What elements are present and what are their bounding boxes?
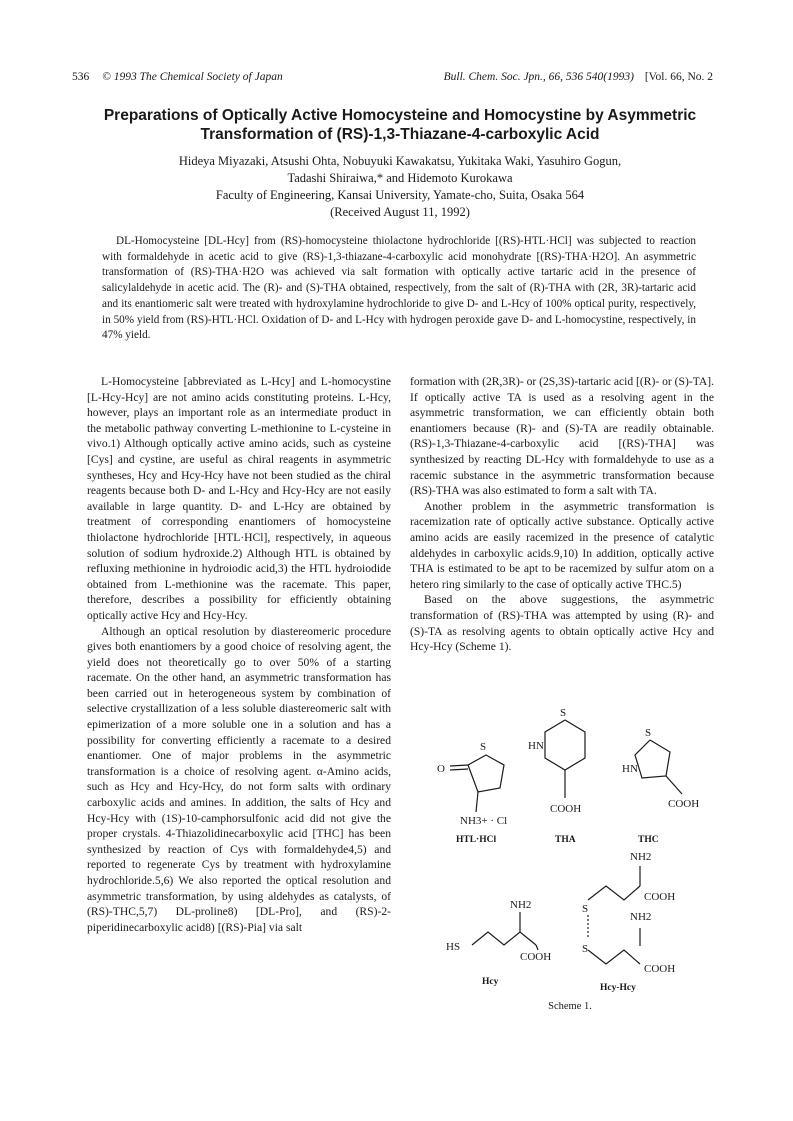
abstract: DL-Homocysteine [DL-Hcy] from (RS)-homocysteine thiolactone hydrochloride [(RS)-HTL·HCl] was subjected to reaction with formaldehyde in acetic acid to give (RS)-1,3-thiazane-4-carboxylic acid monohydrate [(RS)-THA·H2O]. An asymmetric transformation of (RS)-THA·H2O was achieved via salt formation with optically active tartaric acid in the presence of salicylaldehyde in acetic acid. The (R)- and (S)-THA obtained, respectively, from the salt of (R)-THA with (2R, 3R)-tartaric acid and its enantiomeric salt were treated with hydroxylamine hydrochloride to give D- and L-Hcy of 100% optical purity, respectively, in 50% yield from (RS)-HTL·HCl. Oxidation of D- and L-Hcy with hydrogen peroxide gave D- and L-homocystine, respectively, in 47% yield. (102, 235, 696, 342)
thc-ring (635, 740, 670, 778)
atom-hn: HN (622, 763, 638, 775)
received-date: (Received August 11, 1992) (330, 205, 470, 219)
atom-s: S (560, 707, 567, 719)
authors-line-2: Tadashi Shiraiwa,* and Hidemoto Kurokawa (287, 171, 513, 185)
compound-label-htl: HTL·HCl (456, 835, 497, 845)
compound-label-tha: THA (555, 835, 576, 845)
atom-s: S (480, 741, 487, 753)
atom-cooh: COOH (644, 963, 676, 975)
atom-hn: HN (528, 740, 544, 752)
atom-cooh: COOH (644, 891, 676, 903)
compound-label-hcy: Hcy (482, 977, 499, 987)
hcyhcy-upper-chain (588, 886, 640, 900)
hcy-chain (472, 932, 536, 945)
compound-label-thc: THC (638, 835, 659, 845)
atom-nh2: NH2 (630, 911, 652, 923)
body-column-right (410, 374, 714, 655)
atom-o: O (437, 763, 445, 775)
atom-cooh: COOH (550, 803, 582, 815)
atom-s: S (582, 943, 589, 955)
page-number: 536 (72, 71, 90, 83)
authors-line-1: Hideya Miyazaki, Atsushi Ohta, Nobuyuki Kawakatsu, Yukitaka Waki, Yasuhiro Gogun, (178, 154, 622, 168)
scheme-drawing (420, 700, 720, 1020)
paragraph: L-Homocysteine [abbreviated as L-Hcy] and L-homocystine [L-Hcy-Hcy] are not amino acids constituting proteins. L-Hcy, however, plays an important role as an intermediate product in the metabolic pathway converting L-methionine to L-cysteine in vivo.1) Although optically active amino acids, such as cysteine [Cys] and cystine, are useful as chiral reagents in asymmetric syntheses, Hcy and Hcy-Hcy have not been studied as the chiral reagents because both D- and L-Hcy and Hcy-Hcy are not easily available in large quantity. D- and L-Hcy are obtained by treatment of corresponding enantiomers of homocysteine thiolactone hydrochloride [HTL·HCl], respectively, in aqueous solution of sodium hydroxide.2) Although HTL is obtained by refluxing methionine in hydroiodic acid,3) the HTL hydroiodide obtained from L-methionine was the racemate. This paper, therefore, describes a possibility for efficiently obtaining optically active Hcy and Hcy-Hcy. (87, 375, 391, 622)
tha-ring (545, 720, 585, 770)
affiliation: Faculty of Engineering, Kansai University, Yamate-cho, Suita, Osaka 564 (215, 188, 585, 202)
running-header-left (72, 71, 283, 83)
htl-ring (468, 755, 504, 792)
atom-nh2: NH2 (630, 851, 652, 863)
running-header-right (444, 71, 713, 83)
paragraph: formation with (2R,3R)- or (2S,3S)-tartaric acid [(R)- or (S)-TA]. If optically active TA is used as a resolving agent in the asymmetric transformation, we can efficiently obtain both enantiomers because (R)- and (S)-TA are readily obtainable. (RS)-1,3-Thiazane-4-carboxylic acid [(RS)-THA] was synthesized by reacting DL-Hcy with formaldehyde to use as a racemic substance in the asymmetric transformation because (RS)-THA was also estimated to form a salt with TA. (410, 375, 714, 498)
compound-label-hcyhcy: Hcy-Hcy (600, 983, 636, 993)
body-column-left (87, 374, 391, 935)
scheme-caption: Scheme 1. (548, 1001, 592, 1012)
paragraph: Based on the above suggestions, the asymmetric transformation of (RS)-THA was attempted by using (R)- and (S)-TA as resolving agents to obtain optically active Hcy and Hcy-Hcy (Scheme 1). (410, 593, 714, 654)
society-copyright: © 1993 The Chemical Society of Japan (102, 71, 283, 83)
paper-title: Preparations of Optically Active Homocysteine and Homocystine by Asymmetric Transformation of (RS)-1,3-Thiazane-4-carboxylic Acid (103, 107, 697, 143)
atom-s: S (582, 903, 589, 915)
atom-nh2: NH2 (510, 899, 532, 911)
author-block (60, 153, 740, 221)
atom-cooh: COOH (668, 798, 700, 810)
atom-cooh: COOH (520, 951, 552, 963)
atom-s: S (645, 727, 652, 739)
scheme-figure (420, 700, 720, 1020)
atom-hs: HS (446, 941, 461, 953)
journal-citation: Bull. Chem. Soc. Jpn., 66, 536 540(1993) (443, 71, 634, 83)
volume-info: [Vol. 66, No. 2 (644, 71, 713, 83)
hcyhcy-lower-chain (588, 950, 640, 964)
atom-nh3cl: NH3+ · Cl (460, 815, 508, 827)
paragraph: Although an optical resolution by diastereomeric procedure gives both enantiomers by a good choice of resolving agent, the yield does not theoretically go to over 50% of a starting racemate. On the other hand, an asymmetric transformation has been carried out in heterogeneous system by combination of selective crystallization of a less soluble diastereomeric salt with epimerization of a more soluble one in a solution and has a possibility for converting efficiently a racemate to a desired enantiomer. One of major problems in the asymmetric transformation is a choice of resolving agent. α-Amino acids, such as Hcy and Hcy-Hcy, do not form salts with ordinary carboxylic acids and amines. In addition, the salts of Hcy and Hcy-Hcy with (1S)-10-camphorsulfonic acid did not give the proper crystals. 4-Thiazolidinecarboxylic acid [THC] has been synthesized by reaction of Cys with formaldehyde4,5) and reported to regenerate Cys by treatment with hydroxylamine hydrochloride.5,6) We also reported the optical resolution and asymmetric transformation, by using aldehydes as catalysts, of (RS)-THC,5,7) DL-proline8) [DL-Pro], and (RS)-2-piperidinecarboxylic acid8) [(RS)-Pia] via salt (87, 624, 391, 934)
paragraph: Another problem in the asymmetric transformation is racemization rate of optically active substance. Optically active amino acids are easily racemized in the presence of catalytic aldehydes in carboxylic acids.9,10) In addition, optically active THA is estimated to be apt to be racemized by sulfur atom on a hetero ring similarly to the case of optically active THC.5) (410, 499, 714, 591)
